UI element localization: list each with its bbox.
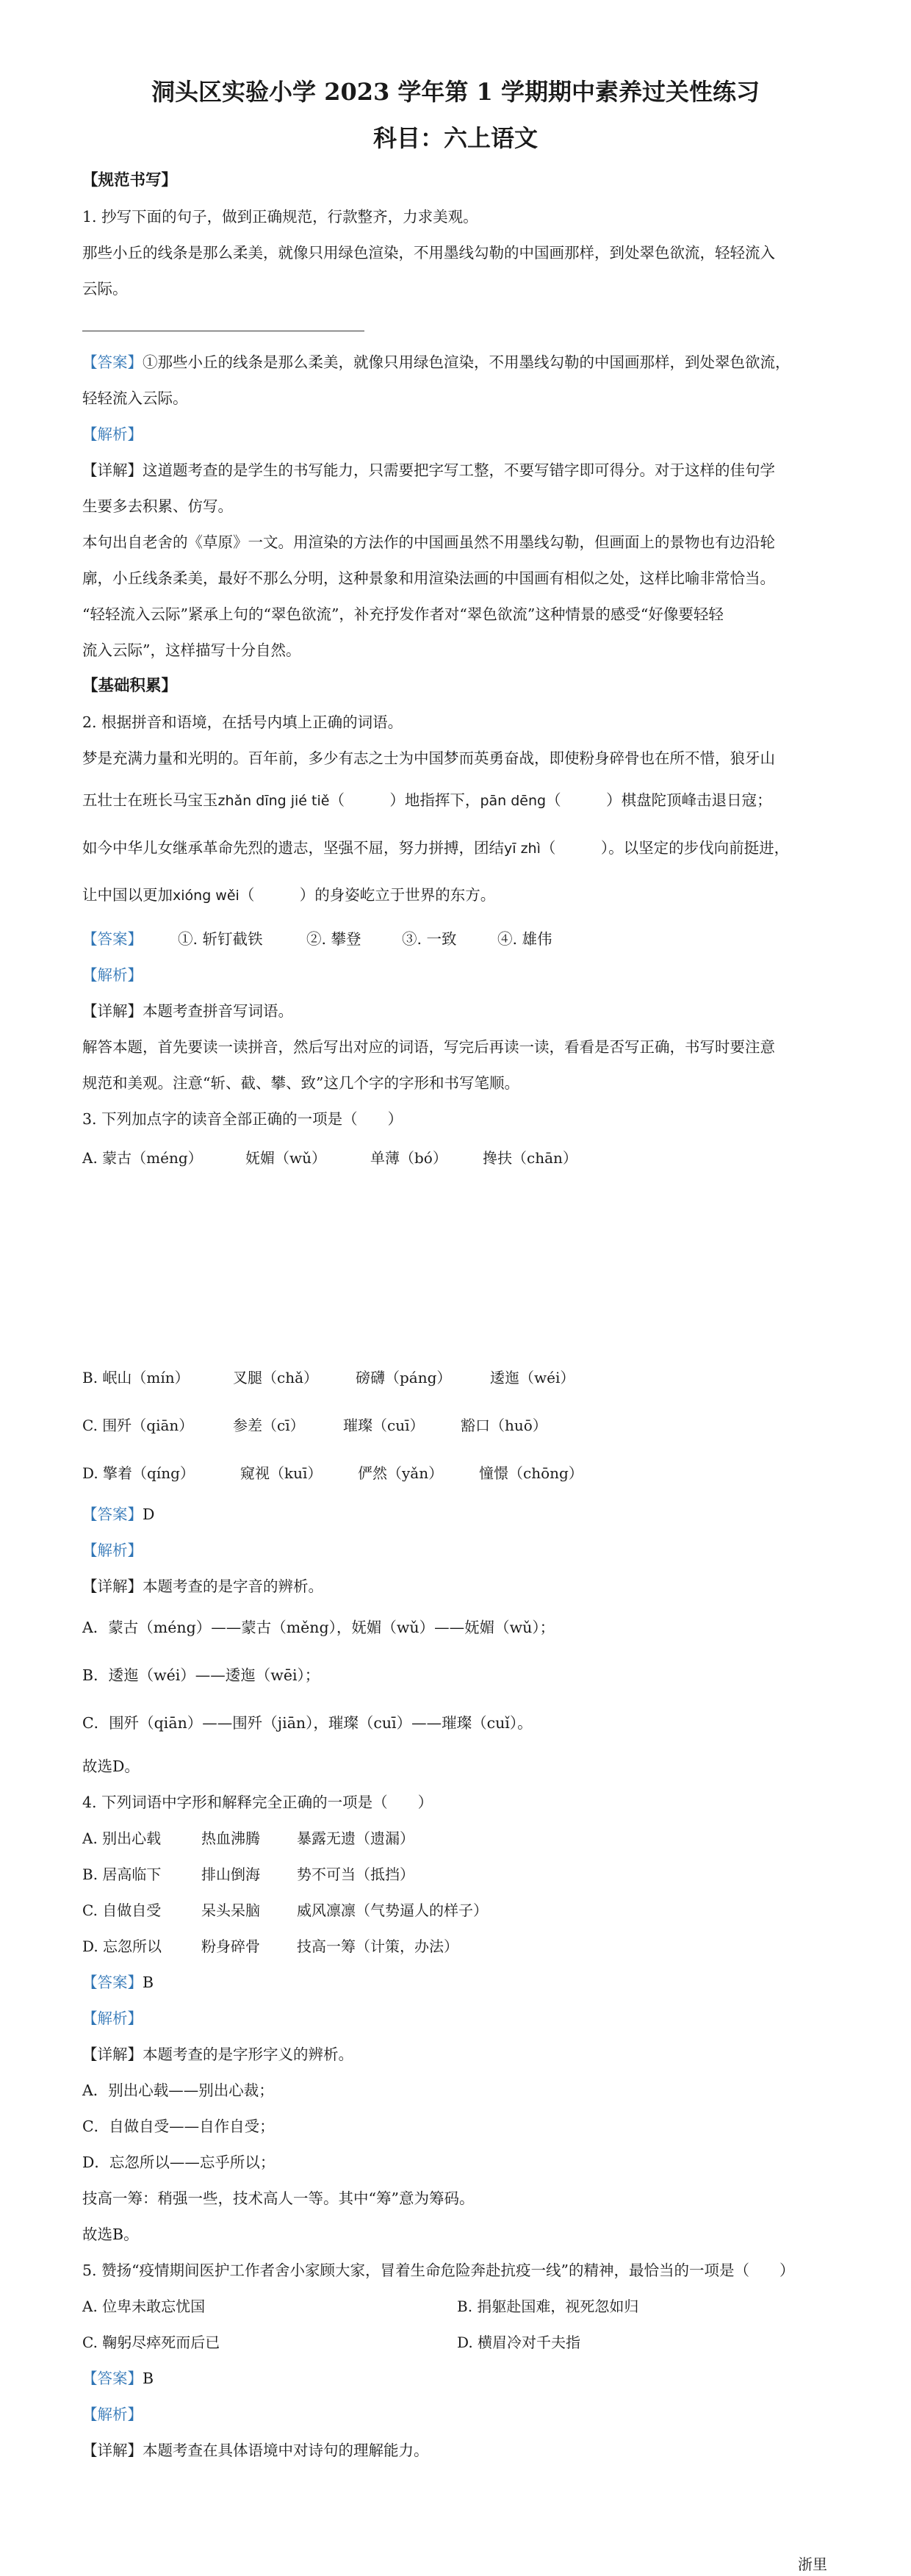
analysis-tag: 【解析】	[82, 1541, 143, 1559]
pinyin: xióng wěi	[173, 888, 240, 904]
q1-detail-line: “轻轻流入云际”紧承上句的“翠色欲流”，补充抒发作者对“翠色欲流”这种情景的感受“好像要轻轻	[82, 605, 724, 623]
q1-detail-line: 流入云际”，这样描写十分自然。	[82, 641, 301, 659]
q5-option-c: C. 鞠躬尽瘁死而后已	[82, 2334, 220, 2351]
q1-prompt: 1. 抄写下面的句子，做到正确规范，行款整齐，力求美观。	[82, 208, 478, 226]
q4-detail-line: A．别出心载——别出心裁；	[82, 2082, 274, 2099]
q2-answer-item: ③. 一致	[402, 930, 457, 948]
q3-detail-line: 故选D。	[82, 1757, 140, 1775]
q2-detail-line: 【详解】本题考查拼音写词语。	[82, 1002, 293, 1020]
q4-answer-value: B	[143, 1974, 154, 1991]
q2-answer-item: ④. 雄伟	[497, 930, 552, 948]
q4-detail-line: 技高一筹：稍强一些，技术高人一等。其中“筹”意为筹码。	[82, 2190, 475, 2207]
q1-text-line: 云际。	[82, 280, 128, 298]
analysis-tag: 【解析】	[82, 2010, 143, 2027]
pinyin: zhǎn dīng jié tiě	[217, 793, 330, 809]
q4-detail-line: C．自做自受——自作自受；	[82, 2118, 275, 2135]
q1-detail-line: 廓，小丘线条柔美，最好不那么分明，这种景象和用渲染法画的中国画有相似之处，这样比喻非常恰当。	[82, 569, 775, 587]
q3-answer-value: D	[143, 1505, 155, 1523]
q2-answer	[82, 928, 552, 950]
analysis-tag: 【解析】	[82, 425, 143, 443]
q4-detail-line: 故选B。	[82, 2226, 139, 2243]
q2-detail-line: 规范和美观。注意“斩、截、攀、致”这几个字的字形和书写笔顺。	[82, 1074, 519, 1092]
q3-detail-line: C．围歼（qiān）——围歼（jiān），璀璨（cuī）——璀璨（cuǐ）。	[82, 1714, 533, 1732]
section-heading-writing: 【规范书写】	[82, 171, 178, 190]
q2-prompt: 2. 根据拼音和语境，在括号内填上正确的词语。	[82, 713, 403, 731]
q2-text-line: 梦是充满力量和光明的。百年前，多少有志之士为中国梦而英勇奋战，即使粉身碎骨也在所不惜，狼牙山	[82, 749, 775, 767]
q2-text-line: 让中国以更加xióng wěi（ ）的身姿屹立于世界的东方。	[82, 886, 496, 904]
q2-detail-line: 解答本题，首先要读一读拼音，然后写出对应的词语，写完后再读一读，看看是否写正确，书写时要注意	[82, 1038, 775, 1056]
footer-watermark-text: 浙里	[798, 2555, 827, 2573]
q4-answer	[82, 1971, 154, 1993]
q2-text-line: 五壮士在班长马宝玉zhǎn dīng jié tiě（ ）地指挥下，pān dēng（ ）棋盘陀顶峰击退日寇；	[82, 791, 772, 809]
analysis-tag: 【解析】	[82, 2406, 143, 2423]
pinyin: yī zhì	[504, 841, 541, 857]
q5-option-a: A. 位卑未敢忘忧国	[82, 2298, 206, 2315]
q1-answer-line: 轻轻流入云际。	[82, 389, 188, 407]
page-title: 洞头区实验小学 2023 学年第 1 学期期中素养过关性练习	[151, 78, 760, 106]
q4-prompt: 4. 下列词语中字形和解释完全正确的一项是（ ）	[82, 1794, 433, 1811]
q3-detail-line: A．蒙古（méng）——蒙古（měng），妩媚（wǔ）——妩媚（wǔ）；	[82, 1619, 555, 1636]
answer-tag: 【答案】	[82, 1505, 143, 1523]
q5-answer-value: B	[143, 2370, 154, 2387]
q2-text-line: 如今中华儿女继承革命先烈的遗志，坚强不屈，努力拼搏，团结yī zhì（ ）。以坚定的步伐向前挺进，	[82, 839, 790, 857]
subject-title: 科目：六上语文	[372, 124, 538, 152]
section-heading-basics: 【基础积累】	[82, 677, 178, 695]
q1-detail-line: 【详解】这道题考查的是学生的书写能力，只需要把字写工整，不要写错字即可得分。对于这样的佳句学	[82, 461, 775, 479]
q5-answer	[82, 2367, 154, 2389]
document-page: 洞头区实验小学 2023 学年第 1 学期期中素养过关性练习 科目：六上语文 【规范书写】 1. 抄写下面的句子，做到正确规范，行款整齐，力求美观。 那些小丘的线条是那么柔美，就像只用绿色渲染，不用墨线勾勒的中国画那样，到处翠色欲流，轻轻流入 云际。 【答案】①那些小丘的线条是那么柔美，就像只用绿色渲染，不用墨线勾勒的中国画那样，到处翠色欲流， 轻轻流入云际。 【解析】 【详解】这道题考查的是学生的书写能力，只需要把字写工整，不要写错字即可得分。对于这样的佳句学 生要多去积累、仿写。 本句出自老舍的《草原》一文。用渲染的方法作的中国画虽然不用墨线勾勒，但画面上的景物也有边沿轮 廓，小丘线条柔美，最好不那么分明，这种景象和用渲染法画的中国画有相似之处，这样比喻非常恰当。 “轻轻流入云际”紧承上句的“翠色欲流”，补充抒发作者对“翠色欲流”这种情景的感受“好像要轻轻 流入云际”，这样描写十分自然。 【基础积累】 2. 根据拼音和语境，在括号内填上正确的词语。 梦是充满力量和光明的。百年前，多少有志之士为中国梦而英勇奋战，即使粉身碎骨也在所不惜，狼牙山 五壮士在班长马宝玉zhǎn dīng jié tiě（ ）地指挥下，pān dēng（ ）棋盘陀顶峰击退日寇； 如今中华儿女继承革命先烈的遗志，坚强不屈，努力拼搏，团结yī zhì（ ）。以坚定的步伐向前挺进， 让中国以更加xióng wěi（ ）的身姿屹立于世界的东方。 【答案】 ①. 斩钉截铁 ②. 攀登 ③. 一致 ④. 雄伟 【解析】 【详解】本题考查拼音写词语。 解答本题，首先要读一读拼音，然后写出对应的词语，写完后再读一读，看看是否写正确，书写时要注意 规范和美观。注意“斩、截、攀、致”这几个字的字形和书写笔顺。 3. 下列加点字的读音全部正确的一项是（ ） A. 蒙古（méng） 妩媚（wǔ） 单薄（bó） 搀扶（chān） B. 岷山（mín） 叉腿（chǎ） 磅礴（páng） 逶迤（wéi） C. 围歼（qiān） 参差（cī） 璀璨（cuī） 豁口（huō） D. 擎着（qíng） 窥视（kuī） 俨然（yǎn） 憧憬（chōng） 【答案】D 【解析】 【详解】本题考查的是字音的辨析。 A．蒙古（méng）——蒙古（měng），妩媚（wǔ）——妩媚（wǔ）； B．逶迤（wéi）——逶迤（wēi）； C．围歼（qiān）——围歼（jiān），璀璨（cuī）——璀璨（cuǐ）。 故选D。 4. 下列词语中字形和解释完全正确的一项是（ ） A. 别出心载 热血沸腾 暴露无遗（遗漏） B. 居高临下 排山倒海 势不可当（抵挡） C. 自做自受 呆头呆脑 威风凛凛（气势逼人的样子） D. 忘忽所以 粉身碎骨 技高一筹（计策，办法） 【答案】B 【解析】 【详解】本题考查的是字形字义的辨析。 A．别出心载——别出心裁； C．自做自受——自作自受； D．忘忽所以——忘乎所以； 技高一筹：稍强一些，技术高人一等。其中“筹”意为筹码。 故选B。 5. 赞扬“疫情期间医护工作者舍小家顾大家，冒着生命危险奔赴抗疫一线”的精神，最恰当的一项是（ ） A. 位卑未敢忘忧国 B. 捐躯赴国难，视死忽如归 C. 鞠躬尽瘁死而后已 D. 横眉冷对千夫指 【答案】B 【解析】 【详解】本题考查在具体语境中对诗句的理解能力。 浙里	[0, 0, 911, 2576]
q1-text-line: 那些小丘的线条是那么柔美，就像只用绿色渲染，不用墨线勾勒的中国画那样，到处翠色欲流，轻轻流入	[82, 244, 775, 262]
q5-detail-line: 【详解】本题考查在具体语境中对诗句的理解能力。	[82, 2442, 429, 2459]
answer-tag: 【答案】	[82, 930, 143, 948]
q1-detail-line: 生要多去积累、仿写。	[82, 497, 233, 515]
q3-detail-line: B．逶迤（wéi）——逶迤（wēi）；	[82, 1666, 320, 1684]
pinyin: pān dēng	[480, 793, 547, 809]
q1-answer-text: ①那些小丘的线条是那么柔美，就像只用绿色渲染，不用墨线勾勒的中国画那样，到处翠色欲流，	[143, 353, 791, 371]
analysis-tag: 【解析】	[82, 966, 143, 984]
q1-detail-line: 本句出自老舍的《草原》一文。用渲染的方法作的中国画虽然不用墨线勾勒，但画面上的景物也有边沿轮	[82, 533, 775, 551]
answer-tag: 【答案】	[82, 1974, 143, 1991]
q3-detail-line: 【详解】本题考查的是字音的辨析。	[82, 1577, 323, 1595]
q3-prompt: 3. 下列加点字的读音全部正确的一项是（ ）	[82, 1110, 403, 1128]
q2-answer-item: ②. 攀登	[306, 930, 361, 948]
q5-option-b: B. 捐躯赴国难，视死忽如归	[457, 2298, 639, 2315]
q5-prompt: 5. 赞扬“疫情期间医护工作者舍小家顾大家，冒着生命危险奔赴抗疫一线”的精神，最恰当的一项是（ ）	[82, 2262, 795, 2279]
q5-option-d: D. 横眉冷对千夫指	[457, 2334, 581, 2351]
q4-detail-line: 【详解】本题考查的是字形字义的辨析。	[82, 2046, 353, 2063]
answer-tag: 【答案】	[82, 2370, 143, 2387]
answer-tag: 【答案】	[82, 353, 143, 371]
q2-answer-item: ①. 斩钉截铁	[178, 930, 263, 948]
q1-answer	[82, 351, 791, 373]
q4-detail-line: D．忘忽所以——忘乎所以；	[82, 2154, 276, 2171]
q3-answer	[82, 1503, 154, 1525]
